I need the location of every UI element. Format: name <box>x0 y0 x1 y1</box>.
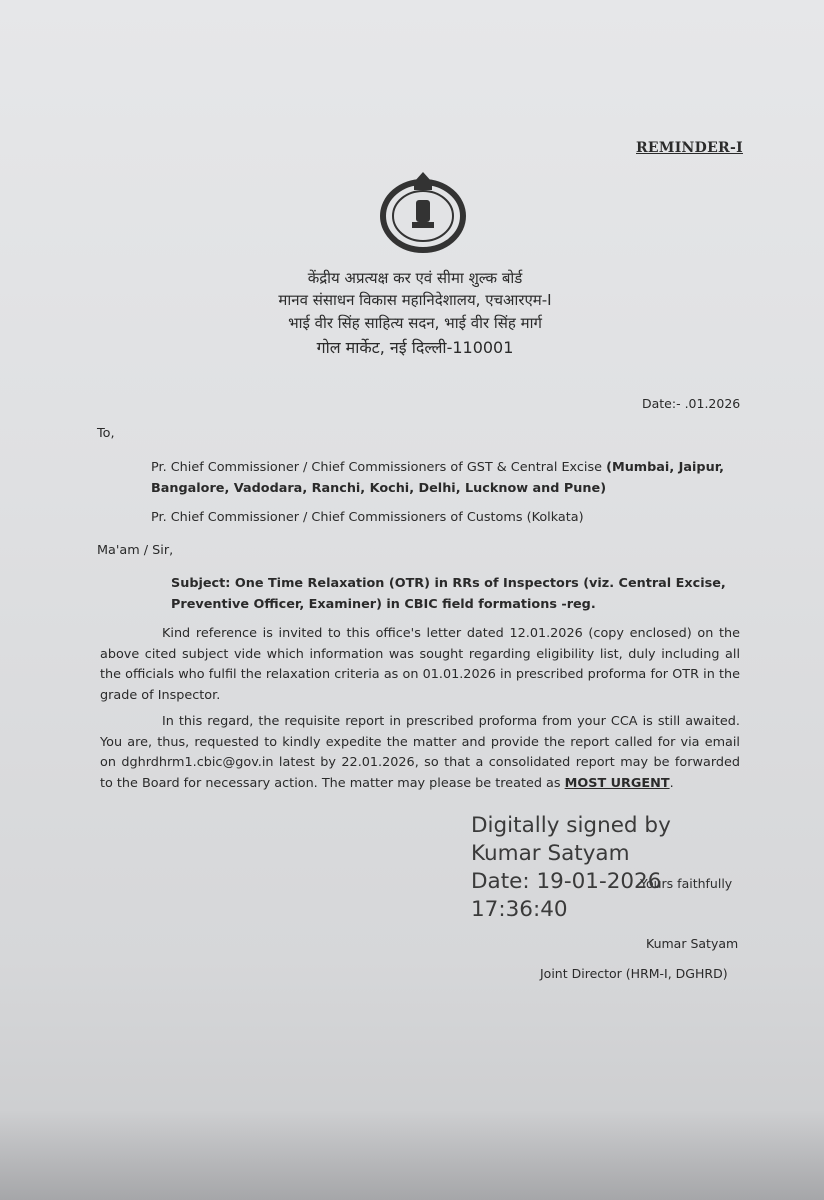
digital-signature-line-3: Date: 19-01-2026 <box>471 869 662 894</box>
digital-signature-line-2: Kumar Satyam <box>471 841 630 866</box>
addressee-1-prefix: Pr. Chief Commissioner / Chief Commissioners of GST & Central Excise <box>151 460 603 475</box>
addressee-1-cities: (Mumbai, Jaipur, Bangalore, Vadodara, Ranchi, Kochi, Delhi, Lucknow and Pune) <box>151 460 724 496</box>
org-line-1: केंद्रीय अप्रत्यक्ष कर एवं सीमा शुल्क बोर्ड <box>307 269 523 287</box>
page-shadow <box>0 1110 824 1200</box>
reminder-heading: REMINDER-I <box>636 140 743 156</box>
signatory-designation: Joint Director (HRM-I, DGHRD) <box>540 966 728 981</box>
org-line-2: मानव संसाधन विकास महानिदेशालय, एचआरएम-I <box>278 291 552 309</box>
signatory-name: Kumar Satyam <box>646 936 739 951</box>
paragraph-2-end: . <box>669 775 674 791</box>
org-line-3: भाई वीर सिंह साहित्य सदन, भाई वीर सिंह मार्ग <box>288 314 542 332</box>
paragraph-2 <box>100 712 740 794</box>
salutation: Ma'am / Sir, <box>97 543 174 558</box>
most-urgent-text: MOST URGENT <box>564 775 670 791</box>
closing-line: Yours faithfully <box>640 876 733 891</box>
digital-signature-line-4: 17:36:40 <box>471 897 568 922</box>
subject-line: Subject: One Time Relaxation (OTR) in RRs of Inspectors (viz. Central Excise, Preventive Officer, Examiner) in CBIC field formations -reg. <box>171 576 726 612</box>
to-line: To, <box>97 426 115 441</box>
org-line-4: गोल मार्केट, नई दिल्ली-110001 <box>316 338 514 357</box>
paragraph-1: Kind reference is invited to this office's letter dated 12.01.2026 (copy enclosed) on the above cited subject vide which information was sought regarding eligibility list, duly including all the officials who fulfil the relaxation criteria as on 01.01.2026 in prescribed proforma for OTR in the grade of Inspector. <box>100 626 740 703</box>
addressee-2: Pr. Chief Commissioner / Chief Commissioners of Customs (Kolkata) <box>151 510 584 525</box>
digital-signature-line-1: Digitally signed by <box>471 813 671 838</box>
addressee-1 <box>151 458 771 499</box>
paragraph-2-text: In this regard, the requisite report in prescribed proforma from your CCA is still awaited. You are, thus, requested to kindly expedite the matter and provide the report called for via email on dghrdhrm1.cbic@gov.in latest by 22.01.2026, so that a consolidated report may be forwarded to the Board for necessary action. The matter may please be treated as <box>100 714 740 791</box>
letter-date: Date:- .01.2026 <box>642 396 741 411</box>
digital-signature-stamp <box>471 812 671 924</box>
cbic-emblem-icon <box>378 168 468 254</box>
